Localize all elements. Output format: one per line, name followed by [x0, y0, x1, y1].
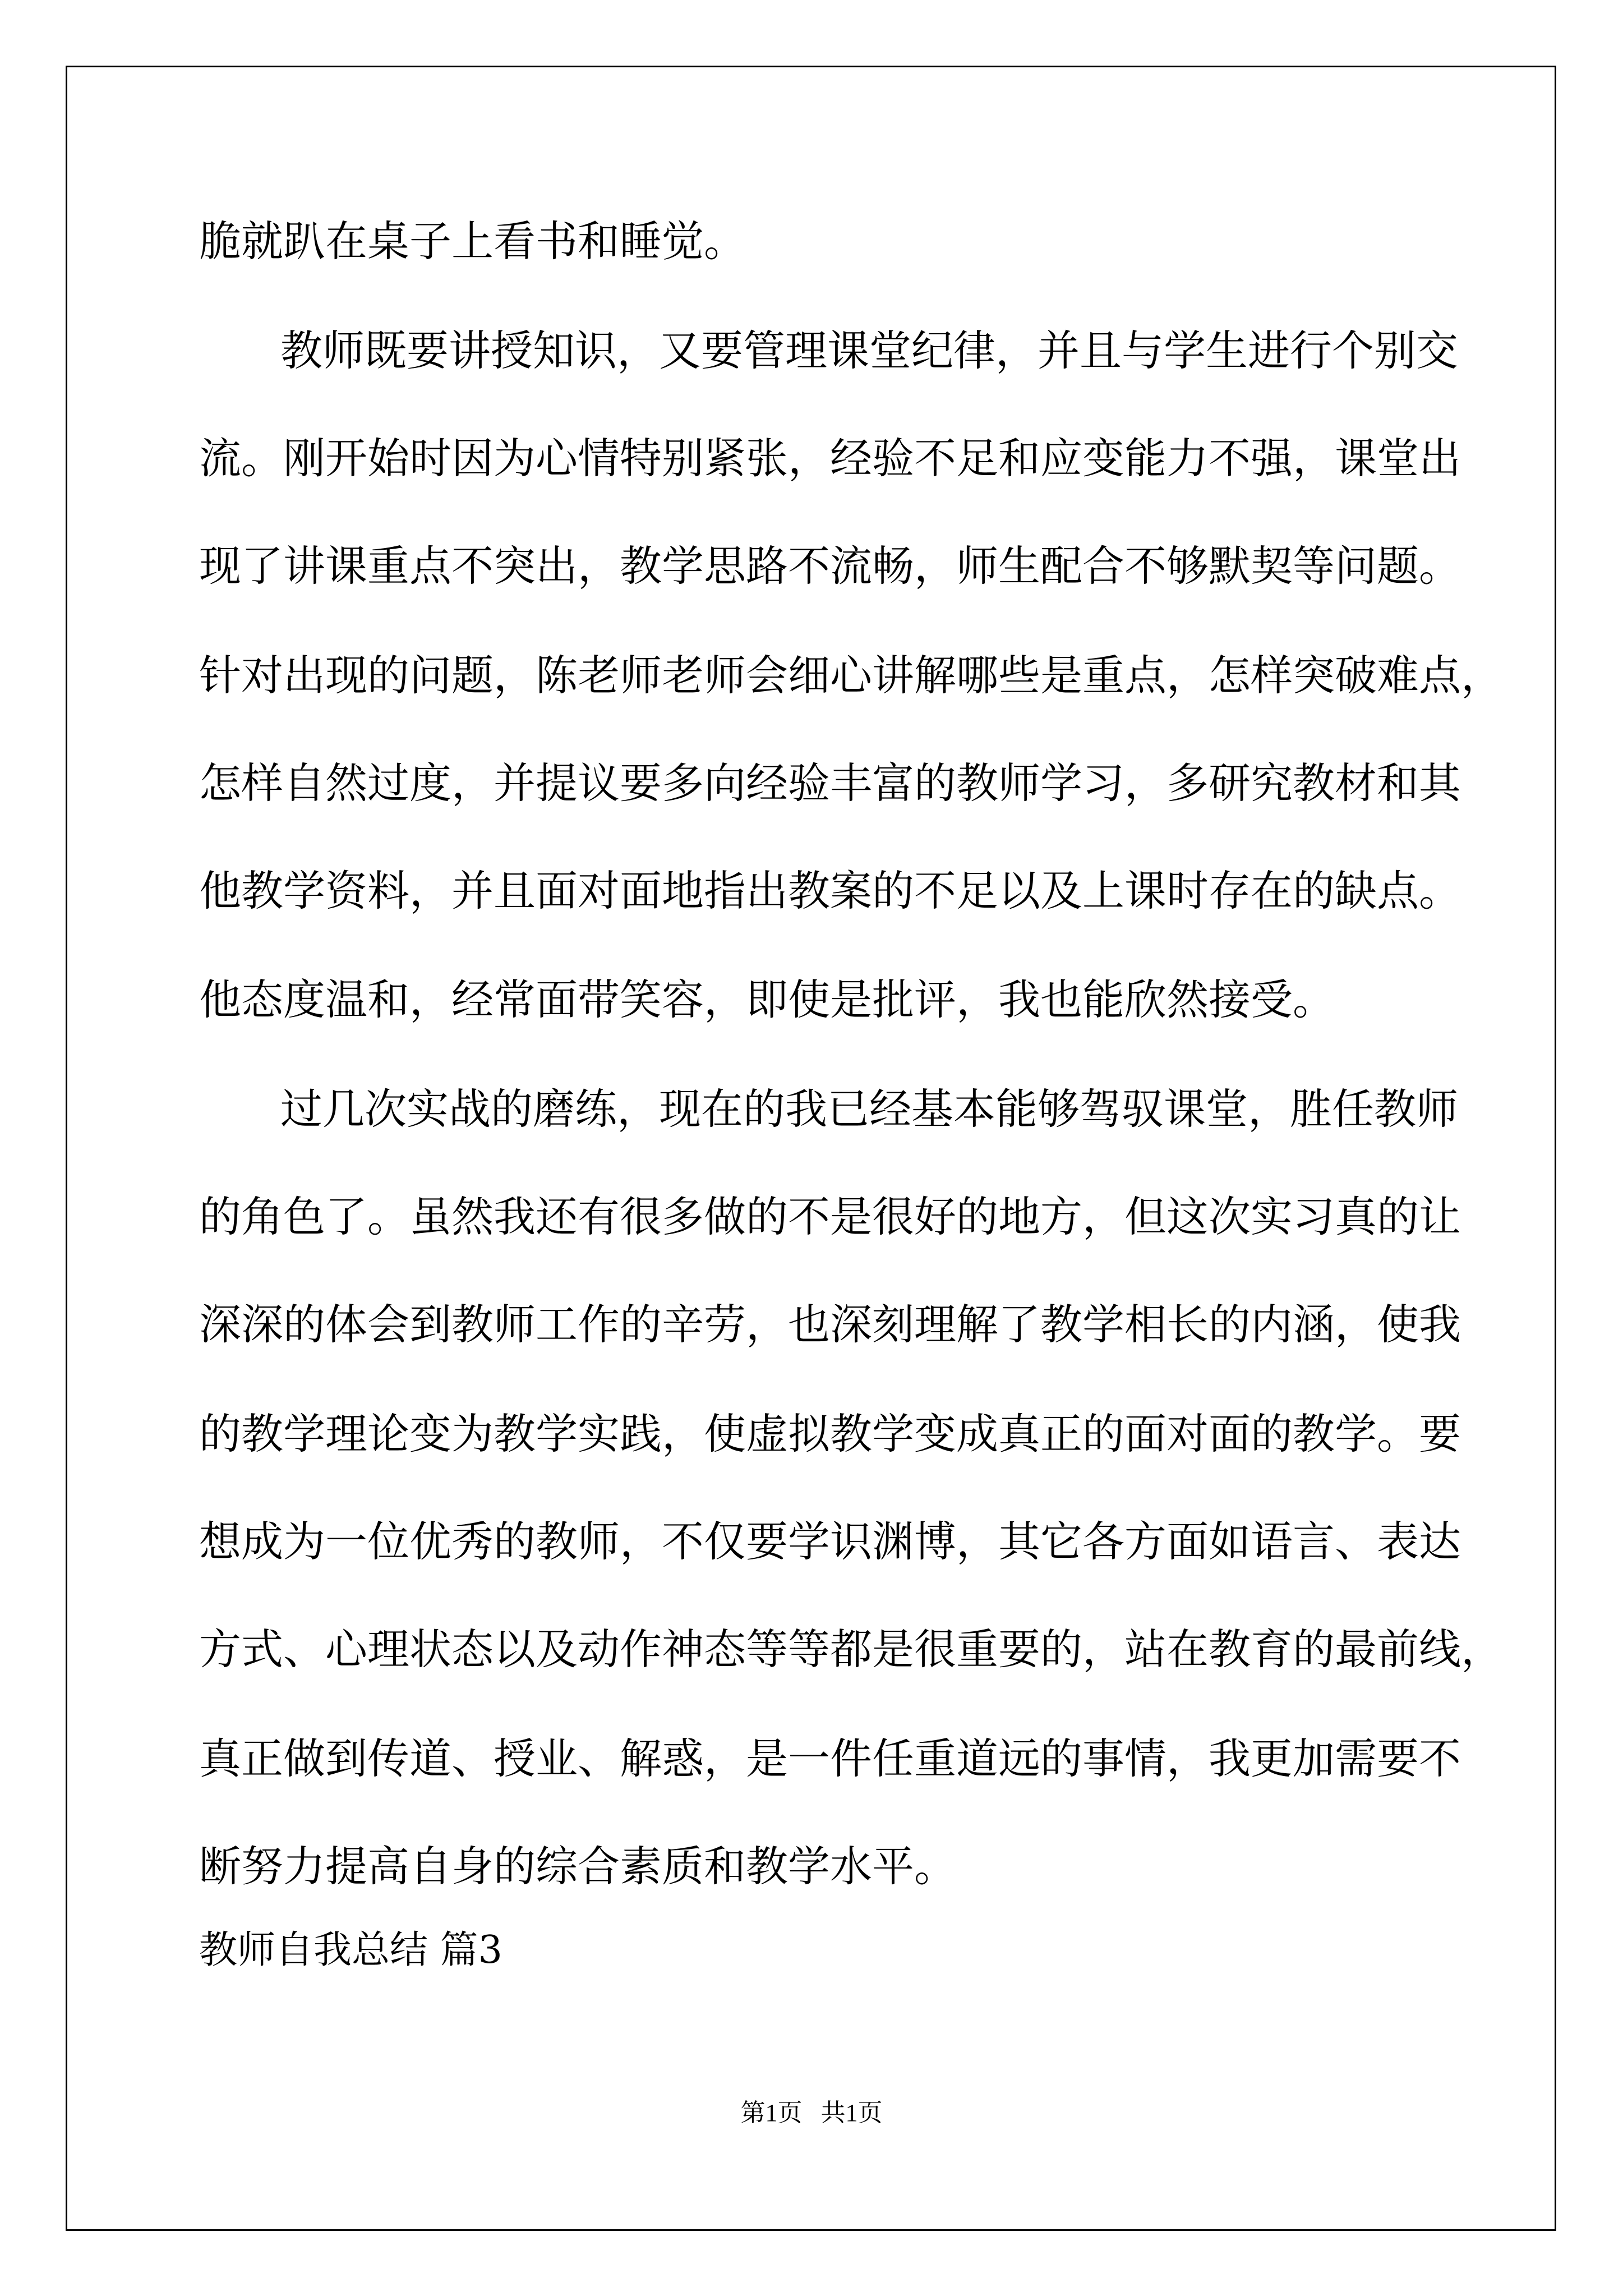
paragraph-first-line: 教师既要讲授知识，又要管理课堂纪律，并且与学生进行个别交 [280, 326, 1459, 375]
page-footer: 第1页 共1页 [740, 2099, 883, 2127]
body-text-line: 脆就趴在桌子上看书和睡觉。 [199, 217, 746, 266]
body-text-line: 想成为一位优秀的教师，不仅要学识渊博，其它各方面如语言、表达 [199, 1517, 1461, 1566]
body-text-line: 方式、心理状态以及动作神态等等都是很重要的，站在教育的最前线， [199, 1625, 1504, 1674]
body-text-line: 深深的体会到教师工作的辛劳，也深刻理解了教学相长的内涵，使我 [199, 1300, 1461, 1349]
body-text-line: 断努力提高自身的综合素质和教学水平。 [199, 1842, 957, 1891]
body-text-line: 现了讲课重点不突出，教学思路不流畅，师生配合不够默契等问题。 [199, 541, 1461, 591]
body-text-line: 真正做到传道、授业、解惑，是一件任重道远的事情，我更加需要不 [199, 1734, 1461, 1783]
body-text-line: 怎样自然过度，并提议要多向经验丰富的教师学习，多研究教材和其 [199, 758, 1461, 808]
body-text-line: 他教学资料，并且面对面地指出教案的不足以及上课时存在的缺点。 [199, 866, 1461, 915]
body-text-line: 的角色了。虽然我还有很多做的不是很好的地方，但这次实习真的让 [199, 1192, 1461, 1241]
page-border [66, 66, 1556, 2231]
body-text-line: 他态度温和，经常面带笑容，即使是批评，我也能欣然接受。 [199, 975, 1335, 1024]
section-heading: 教师自我总结 篇3 [199, 1928, 502, 1972]
body-text-line: 流。刚开始时因为心情特别紧张，经验不足和应变能力不强，课堂出 [199, 434, 1461, 483]
body-text-line: 针对出现的问题，陈老师老师会细心讲解哪些是重点，怎样突破难点， [199, 651, 1504, 700]
body-text-line: 的教学理论变为教学实践，使虚拟教学变成真正的面对面的教学。要 [199, 1409, 1461, 1458]
paragraph-first-line: 过几次实战的磨练，现在的我已经基本能够驾驭课堂，胜任教师 [280, 1084, 1459, 1134]
